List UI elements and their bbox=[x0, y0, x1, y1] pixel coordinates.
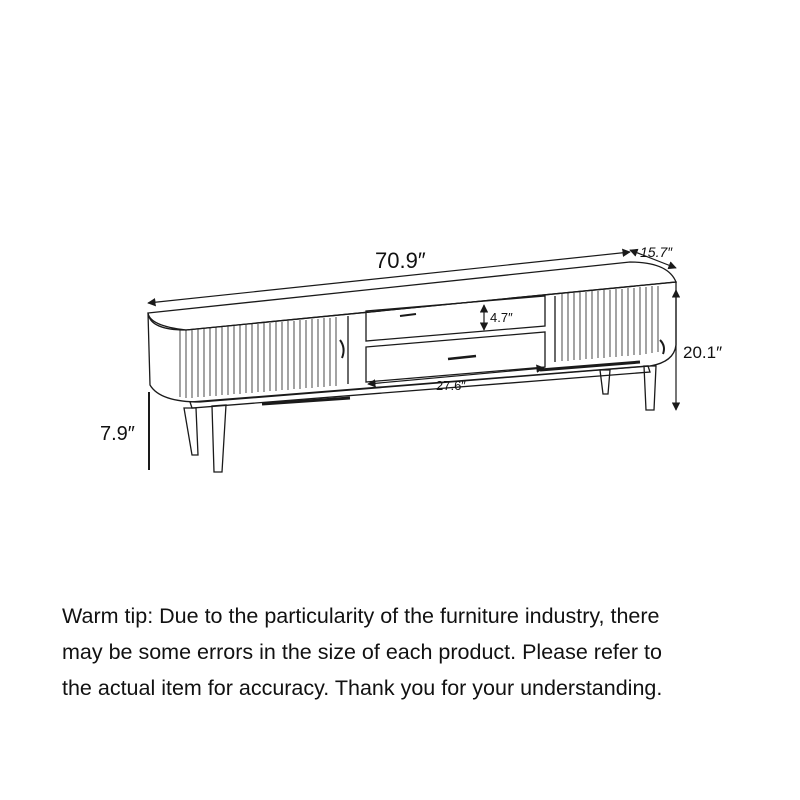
width-label: 70.9″ bbox=[375, 248, 426, 273]
depth-label: 15.7″ bbox=[640, 244, 673, 260]
leg-height-label: 7.9″ bbox=[100, 423, 135, 445]
warm-tip-line-3: the actual item for accuracy. Thank you for your understanding. bbox=[62, 676, 663, 700]
base-lip-right bbox=[540, 362, 640, 370]
tv-stand-drawing bbox=[148, 262, 676, 472]
right-door-handle bbox=[660, 340, 664, 354]
upper-drawer-pull bbox=[400, 314, 416, 316]
drawer-width-label: 27.6″ bbox=[436, 378, 466, 393]
right-door-slats bbox=[562, 286, 658, 361]
height-label: 20.1″ bbox=[683, 343, 723, 362]
cabinet-bottom-rail bbox=[190, 366, 650, 408]
left-door-handle bbox=[340, 340, 344, 358]
leg-front-left bbox=[184, 408, 198, 455]
warm-tip-line-1: Warm tip: Due to the particularity of the furniture industry, there bbox=[62, 604, 660, 628]
warm-tip-note bbox=[62, 598, 762, 706]
drawer-height-label: 4.7″ bbox=[490, 310, 513, 325]
dimension-lines bbox=[148, 250, 676, 470]
drawer-handle bbox=[448, 356, 476, 359]
warm-tip-line-2: may be some errors in the size of each product. Please refer to bbox=[62, 640, 662, 664]
leg-back-right bbox=[600, 370, 610, 394]
left-door-slats bbox=[180, 317, 336, 398]
leg-front-inner bbox=[212, 405, 226, 472]
